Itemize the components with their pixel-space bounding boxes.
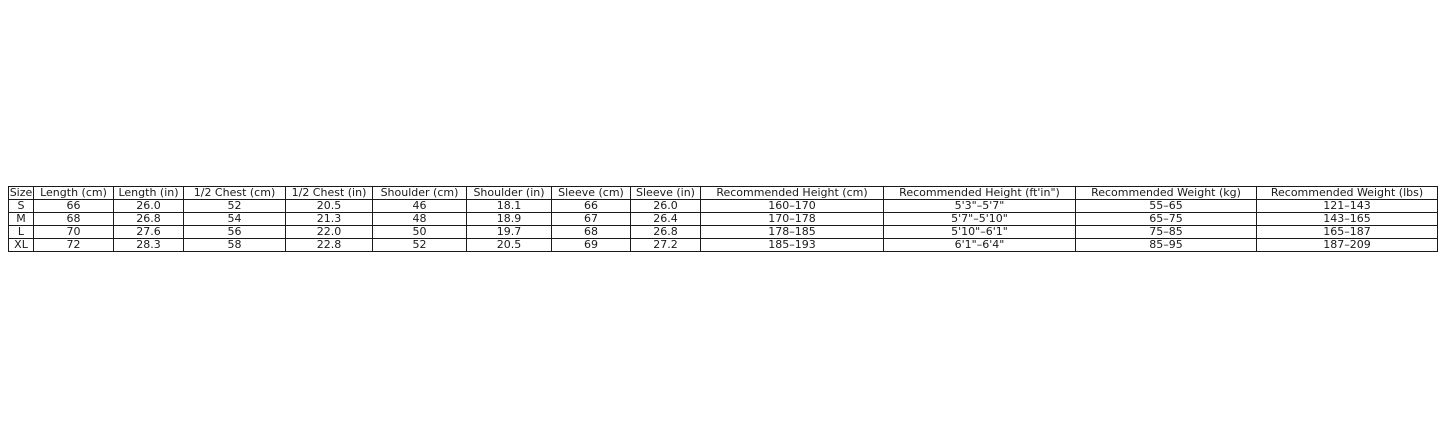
table-cell: M xyxy=(9,213,34,226)
column-header-sleeve-in: Sleeve (in) xyxy=(631,187,701,200)
table-cell: 26.0 xyxy=(631,200,701,213)
column-header-length-cm: Length (cm) xyxy=(34,187,114,200)
table-cell: 55–65 xyxy=(1076,200,1257,213)
size-chart-table xyxy=(8,186,1438,252)
table-cell: 54 xyxy=(184,213,286,226)
table-cell: 5'7"–5'10" xyxy=(884,213,1076,226)
table-cell: 6'1"–6'4" xyxy=(884,239,1076,252)
table-row-size-s xyxy=(9,200,1438,213)
column-header-sleeve-cm: Sleeve (cm) xyxy=(552,187,631,200)
table-cell: 26.0 xyxy=(114,200,184,213)
table-cell: 18.1 xyxy=(467,200,552,213)
table-cell: 46 xyxy=(373,200,467,213)
table-row-size-m xyxy=(9,213,1438,226)
table-cell: 26.8 xyxy=(114,213,184,226)
table-cell: 68 xyxy=(34,213,114,226)
table-cell: 52 xyxy=(373,239,467,252)
column-header-rec-height-ftin: Recommended Height (ft'in") xyxy=(884,187,1076,200)
table-cell: 185–193 xyxy=(701,239,884,252)
table-cell: XL xyxy=(9,239,34,252)
table-cell: 5'10"–6'1" xyxy=(884,226,1076,239)
table-cell: 5'3"–5'7" xyxy=(884,200,1076,213)
column-header-half-chest-in: 1/2 Chest (in) xyxy=(286,187,373,200)
table-cell: 48 xyxy=(373,213,467,226)
table-cell: 22.0 xyxy=(286,226,373,239)
table-cell: 67 xyxy=(552,213,631,226)
table-cell: 27.6 xyxy=(114,226,184,239)
table-cell: 26.4 xyxy=(631,213,701,226)
table-cell: 27.2 xyxy=(631,239,701,252)
table-cell: 165–187 xyxy=(1257,226,1438,239)
table-cell: 21.3 xyxy=(286,213,373,226)
column-header-rec-height-cm: Recommended Height (cm) xyxy=(701,187,884,200)
table-cell: L xyxy=(9,226,34,239)
table-cell: 50 xyxy=(373,226,467,239)
table-cell: 19.7 xyxy=(467,226,552,239)
table-cell: 66 xyxy=(34,200,114,213)
table-cell: 85–95 xyxy=(1076,239,1257,252)
column-header-half-chest-cm: 1/2 Chest (cm) xyxy=(184,187,286,200)
table-cell: 20.5 xyxy=(467,239,552,252)
table-cell: 52 xyxy=(184,200,286,213)
header-row xyxy=(9,187,1438,200)
table-cell: 58 xyxy=(184,239,286,252)
table-cell: 170–178 xyxy=(701,213,884,226)
table-cell: 18.9 xyxy=(467,213,552,226)
table-cell: 187–209 xyxy=(1257,239,1438,252)
column-header-rec-weight-kg: Recommended Weight (kg) xyxy=(1076,187,1257,200)
table-cell: 68 xyxy=(552,226,631,239)
table-cell: 26.8 xyxy=(631,226,701,239)
table-row-size-l xyxy=(9,226,1438,239)
table-cell: 66 xyxy=(552,200,631,213)
table-cell: 72 xyxy=(34,239,114,252)
table-cell: 160–170 xyxy=(701,200,884,213)
table-cell: 69 xyxy=(552,239,631,252)
table-row-size-xl xyxy=(9,239,1438,252)
table-cell: 75–85 xyxy=(1076,226,1257,239)
table-cell: S xyxy=(9,200,34,213)
table-cell: 56 xyxy=(184,226,286,239)
table-cell: 20.5 xyxy=(286,200,373,213)
table-cell: 22.8 xyxy=(286,239,373,252)
column-header-rec-weight-lbs: Recommended Weight (lbs) xyxy=(1257,187,1438,200)
column-header-shoulder-cm: Shoulder (cm) xyxy=(373,187,467,200)
column-header-size: Size xyxy=(9,186,33,199)
table-cell: 178–185 xyxy=(701,226,884,239)
table-cell: 121–143 xyxy=(1257,200,1438,213)
column-header-length-in: Length (in) xyxy=(114,187,184,200)
table-cell: 143–165 xyxy=(1257,213,1438,226)
column-header-shoulder-in: Shoulder (in) xyxy=(467,187,552,200)
table-cell: 70 xyxy=(34,226,114,239)
table-cell: 28.3 xyxy=(114,239,184,252)
table-cell: 65–75 xyxy=(1076,213,1257,226)
